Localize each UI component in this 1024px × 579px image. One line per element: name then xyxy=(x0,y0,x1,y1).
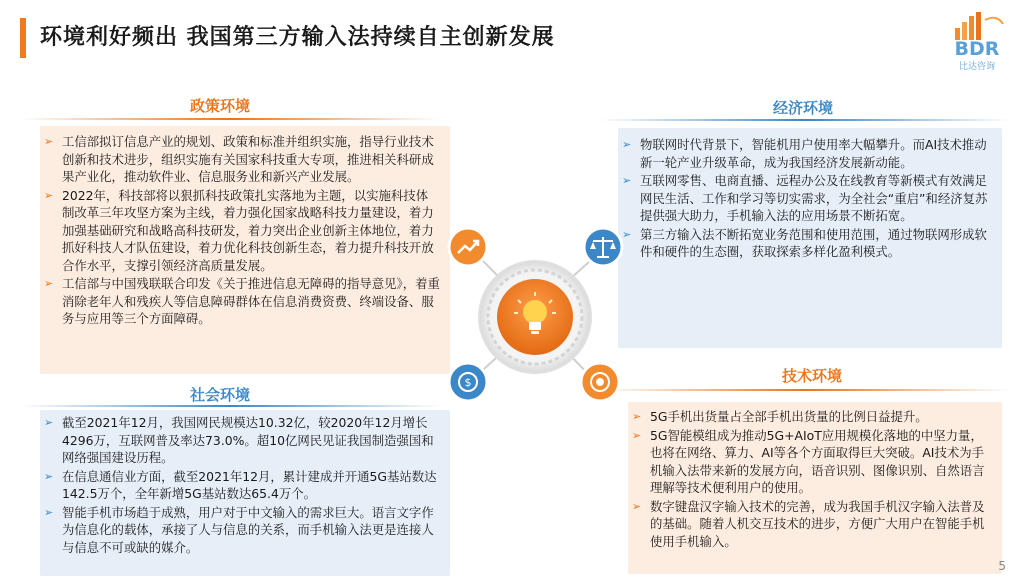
arrow-bullet-icon: ➢ xyxy=(44,277,54,290)
arrow-bullet-icon: ➢ xyxy=(44,505,54,519)
policy-section-title: 政策环境 xyxy=(189,97,250,115)
svg-text:$: $ xyxy=(464,376,472,389)
coin-icon xyxy=(449,363,487,401)
arrow-bullet-icon: ➢ xyxy=(44,416,54,429)
target-icon xyxy=(581,363,619,401)
list-item: ➢ 2022年，科技部将以狠抓科技政策扎实落地为主题，以实施科技体制改革三年攻坚方案为主线，着力强化国家战略科技力量建设，着力加强基础研究和战略高科技研发，着力突出企业创新主体地位，着力抓好科技人才队伍建设，着力优化科技创新生态，着力提升科技开放合作水平，支撑引领经济高质量发展。 xyxy=(44,187,434,273)
list-item: ➢ 物联网时代背景下，智能机用户使用率大幅攀升。而AI技术推动新一轮产业升级革命，成为我国经济发展新动能。 xyxy=(622,137,987,170)
chart-up-icon xyxy=(449,228,487,266)
economy-title-divider xyxy=(600,119,1010,121)
list-item: ➢ 截至2021年12月，我国网民规模达10.32亿，较2020年12月增长4296万，互联网普及率达73.0%。超10亿网民见证我国制造强国和网络强国建设历程。 xyxy=(44,415,434,465)
arrow-bullet-icon: ➢ xyxy=(632,410,642,423)
economy-section-title: 经济环境 xyxy=(772,99,833,117)
tech-box xyxy=(628,402,1002,574)
arrow-bullet-icon: ➢ xyxy=(622,138,632,151)
tech-section-title: 技术环境 xyxy=(781,367,842,385)
list-item: ➢ 第三方输入法不断拓宽业务范围和使用范围，通过物联网形成软件和硬件的生态圈，获取探索多样化盈利模式。 xyxy=(622,226,987,259)
page-title: 环境利好频出 我国第三方输入法持续自主创新发展 xyxy=(40,25,555,50)
bdr-logo xyxy=(945,12,1009,74)
policy-title-divider xyxy=(20,118,440,120)
tech-title-divider xyxy=(600,389,1010,391)
arrow-bullet-icon: ➢ xyxy=(44,469,54,483)
list-item: ➢ 数字键盘汉字输入技术的完善，成为我国手机汉字输入法普及的基础。随着人机交互技术的进步，方便广大用户在智能手机使用手机输入。 xyxy=(632,498,985,549)
social-title-divider xyxy=(20,405,440,407)
list-item: ➢ 智能手机市场趋于成熟，用户对于中文输入的需求巨大。语言文字作为信息化的载体，承接了人与信息的关系，而手机输入法更是连接人与信息不可或缺的媒介。 xyxy=(44,504,434,555)
policy-box xyxy=(40,126,450,374)
list-item: ➢ 在信息通信业方面，截至2021年12月，累计建成并开通5G基站数达142.5万个，全年新增5G基站数达65.4万个。 xyxy=(44,468,437,501)
arrow-bullet-icon: ➢ xyxy=(622,174,632,187)
arrow-bullet-icon: ➢ xyxy=(44,135,54,148)
central-diagram xyxy=(440,220,630,410)
scale-icon xyxy=(584,228,622,266)
social-box xyxy=(40,410,450,576)
logo-subtext: 比达咨询 xyxy=(958,62,995,72)
economy-box xyxy=(618,128,1002,348)
arrow-bullet-icon: ➢ xyxy=(632,499,642,513)
arrow-bullet-icon: ➢ xyxy=(622,227,632,241)
arrow-bullet-icon: ➢ xyxy=(632,428,642,442)
page-number: 5 xyxy=(998,559,1006,573)
list-item: ➢ 工信部与中国残联联合印发《关于推进信息无障碍的指导意见》，着重消除老年人和残疾人等信息障碍群体在信息消费资费、终端设备、服务与应用等三个方面障碍。 xyxy=(44,276,440,326)
list-item: ➢ 工信部拟订信息产业的规划、政策和标准并组织实施，指导行业技术创新和技术进步，组织实施有关国家科技重大专项，推进相关科研成果产业化，推动软件业、信息服务业和新兴产业发展。 xyxy=(44,134,434,184)
title-accent-bar xyxy=(20,18,26,58)
social-section-title: 社会环境 xyxy=(189,386,250,404)
list-item: ➢ 互联网零售、电商直播、远程办公及在线教育等新模式有效满足网民生活、工作和学习等切实需求，为全社会“重启”和经济复苏提供强大助力，手机输入法的应用场景不断拓宽。 xyxy=(622,173,988,223)
list-item: ➢ 5G手机出货量占全部手机出货量的比例日益提升。 xyxy=(632,409,928,424)
list-item: ➢ 5G智能模组成为推动5G+AIoT应用规模化落地的中坚力量，也将在网络、算力、AI等各个方面取得巨大突破。AI技术为手机输入法带来新的发展方向，语音识别、图像识别、自然语言理解等技术便利用户的使用。 xyxy=(632,427,985,495)
arrow-bullet-icon: ➢ xyxy=(44,188,54,202)
logo-text: BDR xyxy=(954,38,1000,60)
